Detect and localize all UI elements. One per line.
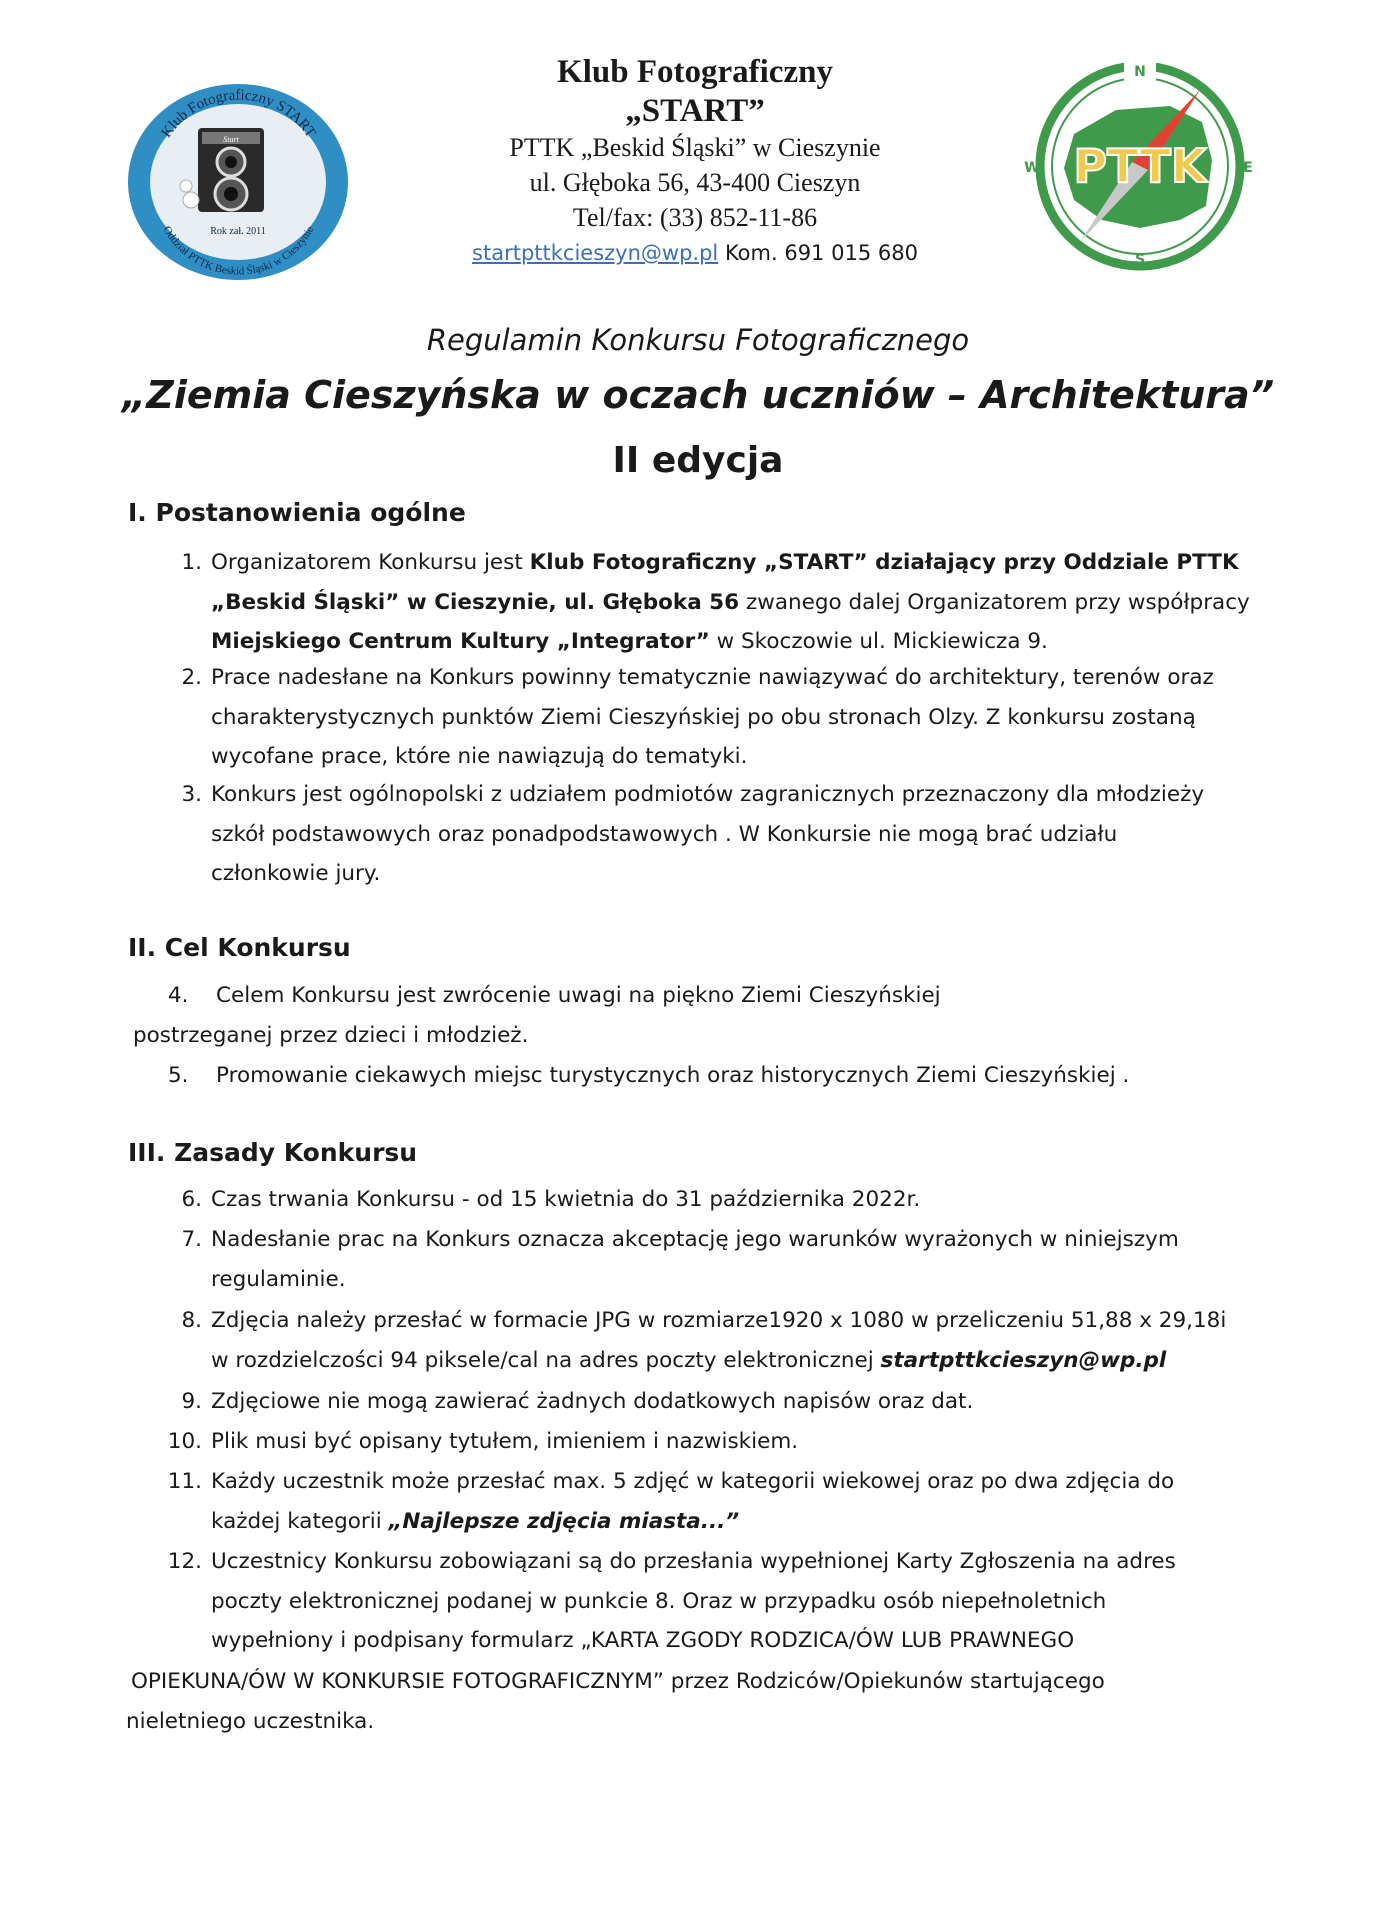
item-7-line-1: Nadesłanie prac na Konkurs oznacza akceptację jego warunków wyrażonych w niniejszym (211, 1227, 1179, 1252)
item-8-line-1: Zdjęcia należy przesłać w formacie JPG w rozmiarze1920 x 1080 w przeliczeniu 51,88 x 29,18i (211, 1308, 1227, 1333)
item-number: 11. (167, 1469, 202, 1494)
pttk-text: PTTK (1073, 139, 1207, 193)
letterhead (400, 52, 990, 271)
item-11-line-1: Każdy uczestnik może przesłać max. 5 zdjęć w kategorii wiekowej oraz po dwa zdjęcia do (211, 1469, 1175, 1494)
item-number: 9. (181, 1389, 202, 1414)
logo-text-top: Klub Fotograficzny START (158, 87, 319, 141)
compass-w: W (1024, 160, 1040, 176)
club-start-logo (126, 82, 351, 282)
item-6-text: Czas trwania Konkursu - od 15 kwietnia do 31 października 2022r. (211, 1187, 921, 1212)
list-item-6 (162, 1180, 1262, 1220)
item-10-text: Plik musi być opisany tytułem, imieniem i nazwiskiem. (211, 1429, 799, 1454)
list-item-12 (162, 1542, 1262, 1661)
item-11-line-2: każdej kategorii „Najlepsze zdjęcia miasta...” (211, 1508, 740, 1534)
item-4-line-1: Celem Konkursu jest zwrócenie uwagi na piękno Ziemi Cieszyńskiej (216, 983, 941, 1008)
email-link[interactable]: startpttkcieszyn@wp.pl (472, 241, 719, 265)
item-1-line-1: Organizatorem Konkursu jest Klub Fotograficzny „START” działający przy Oddziale PTTK (211, 550, 1239, 575)
compass-s: S (1134, 252, 1146, 268)
address: ul. Głęboka 56, 43-400 Cieszyn (529, 168, 861, 197)
item-4-line-2: postrzeganej przez dzieci i młodzież. (133, 1023, 529, 1048)
item-number: 10. (167, 1429, 202, 1454)
item-number: 12. (167, 1549, 202, 1574)
logo-year: Rok zał. 2011 (210, 226, 266, 237)
item-number: 2. (181, 665, 202, 690)
item-number: 1. (181, 550, 202, 575)
list-item-9 (162, 1382, 1262, 1422)
section-heading-goal: II. Cel Konkursu (128, 933, 351, 962)
item-1-line-2: „Beskid Śląski” w Cieszynie, ul. Głęboka 56 zwanego dalej Organizatorem przy współpracy (211, 589, 1250, 615)
list-item-1 (162, 543, 1262, 662)
item-12-line-5: nieletniego uczestnika. (126, 1709, 375, 1734)
list-item-3 (162, 775, 1262, 894)
list-item-10 (162, 1422, 1262, 1462)
list-item-2 (162, 658, 1262, 777)
item-5-number: 5. (168, 1063, 189, 1088)
list-item-11 (162, 1462, 1262, 1541)
email-bold[interactable]: startpttkcieszyn@wp.pl (880, 1347, 1167, 1373)
section-heading-rules: III. Zasady Konkursu (128, 1138, 418, 1167)
item-3-line-1: Konkurs jest ogólnopolski z udziałem podmiotów zagranicznych przeznaczony dla młodzieży (211, 782, 1205, 807)
item-1-line-3: Miejskiego Centrum Kultury „Integrator” w Skoczowie ul. Mickiewicza 9. (211, 629, 1048, 654)
item-number: 7. (181, 1227, 202, 1252)
list-item-7 (162, 1220, 1262, 1299)
item-12-line-1: Uczestnicy Konkursu zobowiązani są do przesłania wypełnionej Karty Zgłoszenia na adres (211, 1549, 1176, 1574)
camera-label: Start (223, 135, 239, 144)
item-2-line-2: charakterystycznych punktów Ziemi Cieszyńskiej po obu stronach Olzy. Z konkursu zostaną (211, 704, 1196, 730)
item-12-line-4: OPIEKUNA/ÓW W KONKURSIE FOTOGRAFICZNYM” przez Rodziców/Opiekunów startującego (131, 1669, 1105, 1694)
club-name: Klub Fotograficzny (557, 54, 833, 90)
item-number: 6. (181, 1187, 202, 1212)
section-heading-general: I. Postanowienia ogólne (128, 498, 466, 527)
edition-label: II edycja (612, 440, 784, 481)
item-12-line-2: poczty elektronicznej podanej w punkcie 8. Oraz w przypadku osób niepełnoletnich (211, 1588, 1107, 1614)
item-2-line-3: wycofane prace, które nie nawiązują do tematyki. (211, 744, 748, 769)
item-9-text: Zdjęciowe nie mogą zawierać żadnych dodatkowych napisów oraz dat. (211, 1389, 974, 1414)
item-number: 8. (181, 1308, 202, 1333)
logo-text-bottom: Oddział PTTK Beskid Śląski w Cieszynie (160, 224, 317, 278)
item-5-line-1: Promowanie ciekawych miejsc turystycznych oraz historycznych Ziemi Cieszyńskiej . (216, 1063, 1130, 1088)
item-2-line-1: Prace nadesłane na Konkurs powinny tematycznie nawiązywać do architektury, terenów oraz (211, 665, 1214, 690)
club-start: „START” (625, 93, 765, 129)
item-3-line-2: szkół podstawowych oraz ponadpodstawowych . W Konkursie nie mogą brać udziału (211, 821, 1118, 847)
regulation-title: Regulamin Konkursu Fotograficznego (426, 323, 970, 357)
org-line: PTTK „Beskid Śląski” w Cieszynie (509, 133, 881, 162)
compass-e: E (1243, 160, 1253, 176)
list-item-8 (162, 1301, 1262, 1380)
contest-title: „Ziemia Cieszyńska w oczach uczniów – Architektura” (121, 373, 1275, 417)
pttk-logo (1020, 60, 1260, 272)
item-12-line-3: wypełniony i podpisany formularz „KARTA ZGODY RODZICA/ÓW LUB PRAWNEGO (211, 1628, 1075, 1653)
phone: Tel/fax: (33) 852-11-86 (572, 203, 818, 232)
item-7-line-2: regulaminie. (211, 1266, 346, 1292)
contact-line (400, 235, 990, 271)
item-4-number: 4. (168, 983, 189, 1008)
mobile: Kom. 691 015 680 (724, 241, 918, 265)
item-3-line-3: członkowie jury. (211, 861, 381, 886)
item-number: 3. (181, 782, 202, 807)
compass-n: N (1134, 64, 1146, 80)
item-8-line-2: w rozdzielczości 94 piksele/cal na adres poczty elektronicznej startpttkcieszyn@wp.pl (211, 1347, 1167, 1373)
